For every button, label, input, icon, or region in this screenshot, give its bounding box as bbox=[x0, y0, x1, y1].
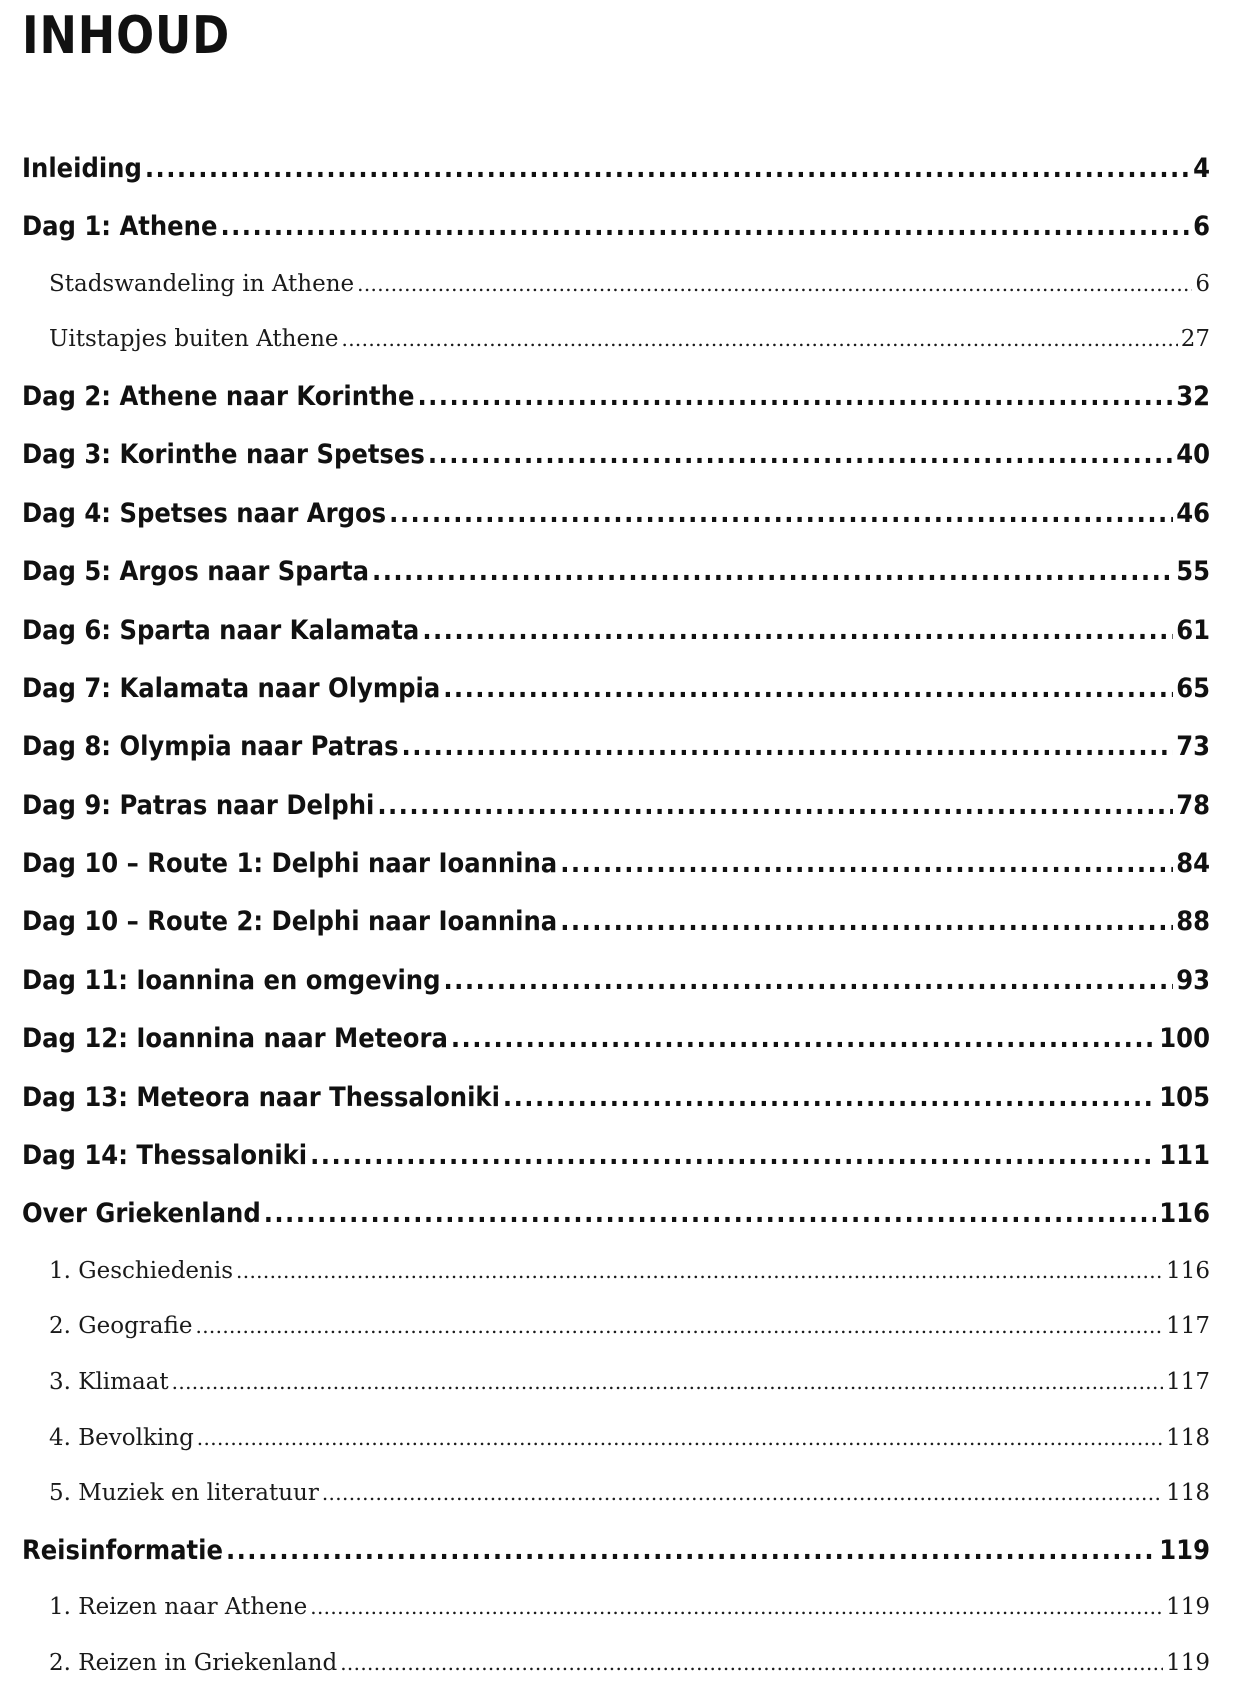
toc-entry-label: Dag 7: Kalamata naar Olympia bbox=[22, 672, 441, 704]
toc-entry-page-number: 65 bbox=[1176, 672, 1210, 704]
toc-entry-label: Dag 11: Ioannina en omgeving bbox=[22, 964, 441, 996]
toc-entry-page-number: 78 bbox=[1176, 789, 1210, 821]
toc-entry-page-number: 40 bbox=[1176, 439, 1210, 471]
toc-entry[interactable] bbox=[22, 1355, 1210, 1411]
toc-entry-page-number: 6 bbox=[1193, 211, 1210, 243]
toc-entry-label: Dag 12: Ioannina naar Meteora bbox=[22, 1023, 448, 1055]
toc-entry-label: Dag 9: Patras naar Delphi bbox=[22, 789, 375, 821]
toc-entry-page-number: 100 bbox=[1159, 1023, 1210, 1055]
toc-entry-page-number: 4 bbox=[1193, 153, 1210, 184]
toc-entry-label: Dag 6: Sparta naar Kalamata bbox=[22, 614, 420, 646]
page-title: INHOUD bbox=[22, 6, 231, 66]
toc-entry-page-number: 32 bbox=[1176, 380, 1210, 412]
toc-entry-label: Dag 5: Argos naar Sparta bbox=[22, 556, 370, 588]
toc-entry[interactable] bbox=[22, 485, 1210, 543]
toc-entry[interactable] bbox=[22, 426, 1210, 484]
toc-entry[interactable] bbox=[22, 893, 1210, 951]
dot-leader bbox=[310, 1580, 1163, 1636]
toc-entry[interactable] bbox=[22, 777, 1210, 835]
toc-entry-label: Over Griekenland bbox=[22, 1198, 261, 1230]
toc-entry-label: Dag 8: Olympia naar Patras bbox=[22, 731, 399, 763]
toc-entry[interactable] bbox=[22, 368, 1210, 426]
toc-entry-label: Dag 10 – Route 2: Delphi naar Ioannina bbox=[22, 906, 558, 938]
toc-entry-label: Reisinformatie bbox=[22, 1534, 223, 1566]
toc-entry[interactable] bbox=[22, 543, 1210, 601]
toc-entry-label: 5. Muziek en literatuur bbox=[49, 1480, 319, 1507]
toc-entry-label: 2. Geografie bbox=[49, 1313, 193, 1340]
dot-leader bbox=[172, 1355, 1163, 1411]
toc-entry-page-number: 55 bbox=[1176, 556, 1210, 588]
dot-leader bbox=[451, 1010, 1156, 1068]
toc-entry-label: 1. Reizen naar Athene bbox=[49, 1594, 308, 1621]
toc-entry-label: 1. Geschiedenis bbox=[49, 1257, 234, 1284]
toc-entry-label: Dag 4: Spetses naar Argos bbox=[22, 497, 387, 529]
toc-entry-label: Dag 1: Athene bbox=[22, 211, 218, 243]
dot-leader bbox=[377, 777, 1173, 835]
toc-entry[interactable] bbox=[22, 198, 1210, 256]
toc-entry-label: Inleiding bbox=[22, 153, 142, 184]
dot-leader bbox=[428, 426, 1173, 484]
toc-entry-page-number: 119 bbox=[1159, 1534, 1210, 1566]
dot-leader bbox=[340, 1636, 1163, 1692]
toc-entry-label: 3. Klimaat bbox=[49, 1369, 169, 1396]
toc-entry[interactable] bbox=[22, 1522, 1210, 1580]
dot-leader bbox=[443, 952, 1173, 1010]
toc-entry-page-number: 119 bbox=[1166, 1594, 1210, 1621]
dot-leader bbox=[197, 1411, 1163, 1467]
toc-entry[interactable] bbox=[22, 1127, 1210, 1185]
toc-entry[interactable] bbox=[22, 660, 1210, 718]
dot-leader bbox=[145, 140, 1190, 198]
toc-entry[interactable] bbox=[22, 257, 1210, 313]
dot-leader bbox=[322, 1466, 1163, 1522]
toc-entry[interactable] bbox=[22, 1244, 1210, 1300]
toc-entry-page-number: 117 bbox=[1166, 1313, 1210, 1340]
toc-entry-label: 2. Reizen in Griekenland bbox=[49, 1649, 338, 1676]
toc-entry[interactable] bbox=[22, 1411, 1210, 1467]
toc-entry-page-number: 84 bbox=[1176, 848, 1210, 880]
dot-leader bbox=[402, 718, 1174, 776]
toc-entry[interactable] bbox=[22, 1636, 1210, 1692]
dot-leader bbox=[560, 893, 1173, 951]
toc-entry[interactable] bbox=[22, 1299, 1210, 1355]
toc-entry-label: Uitstapjes buiten Athene bbox=[49, 326, 339, 353]
dot-leader bbox=[264, 1185, 1157, 1243]
toc-entry[interactable] bbox=[22, 312, 1210, 368]
toc-entry-page-number: 116 bbox=[1159, 1198, 1210, 1230]
toc-entry[interactable] bbox=[22, 952, 1210, 1010]
toc-list bbox=[22, 140, 1210, 1691]
toc-entry-page-number: 116 bbox=[1166, 1257, 1210, 1284]
dot-leader bbox=[310, 1127, 1156, 1185]
toc-entry-page-number: 88 bbox=[1176, 906, 1210, 938]
toc-entry[interactable] bbox=[22, 718, 1210, 776]
toc-entry[interactable] bbox=[22, 1580, 1210, 1636]
toc-entry[interactable] bbox=[22, 140, 1210, 198]
toc-entry-label: Stadswandeling in Athene bbox=[49, 270, 355, 297]
toc-entry[interactable] bbox=[22, 1185, 1210, 1243]
dot-leader bbox=[443, 660, 1173, 718]
toc-entry-page-number: 119 bbox=[1166, 1649, 1210, 1676]
dot-leader bbox=[389, 485, 1173, 543]
toc-entry[interactable] bbox=[22, 602, 1210, 660]
toc-entry[interactable] bbox=[22, 1466, 1210, 1522]
dot-leader bbox=[372, 543, 1173, 601]
dot-leader bbox=[236, 1244, 1163, 1300]
toc-entry-page-number: 6 bbox=[1195, 270, 1210, 297]
toc-entry-page-number: 93 bbox=[1176, 964, 1210, 996]
dot-leader bbox=[503, 1069, 1156, 1127]
dot-leader bbox=[357, 257, 1192, 313]
toc-entry-page-number: 118 bbox=[1166, 1480, 1210, 1507]
toc-entry[interactable] bbox=[22, 1069, 1210, 1127]
toc-entry-page-number: 111 bbox=[1159, 1140, 1210, 1172]
toc-entry[interactable] bbox=[22, 1010, 1210, 1068]
dot-leader bbox=[342, 312, 1178, 368]
toc-entry-page-number: 27 bbox=[1180, 326, 1210, 353]
toc-entry-page-number: 61 bbox=[1176, 614, 1210, 646]
dot-leader bbox=[560, 835, 1173, 893]
toc-entry-page-number: 73 bbox=[1176, 731, 1210, 763]
dot-leader bbox=[226, 1522, 1156, 1580]
toc-entry-page-number: 118 bbox=[1166, 1424, 1210, 1451]
toc-entry-page-number: 105 bbox=[1159, 1081, 1210, 1113]
toc-entry-page-number: 117 bbox=[1166, 1369, 1210, 1396]
toc-entry-label: Dag 13: Meteora naar Thessaloniki bbox=[22, 1081, 500, 1113]
toc-entry-label: 4. Bevolking bbox=[49, 1424, 194, 1451]
toc-entry-label: Dag 3: Korinthe naar Spetses bbox=[22, 439, 425, 471]
toc-entry-page-number: 46 bbox=[1176, 497, 1210, 529]
toc-entry-label: Dag 2: Athene naar Korinthe bbox=[22, 380, 415, 412]
toc-entry[interactable] bbox=[22, 835, 1210, 893]
dot-leader bbox=[417, 368, 1173, 426]
dot-leader bbox=[220, 198, 1190, 256]
toc-entry-label: Dag 10 – Route 1: Delphi naar Ioannina bbox=[22, 848, 558, 880]
dot-leader bbox=[195, 1299, 1163, 1355]
toc-entry-label: Dag 14: Thessaloniki bbox=[22, 1140, 308, 1172]
dot-leader bbox=[422, 602, 1173, 660]
